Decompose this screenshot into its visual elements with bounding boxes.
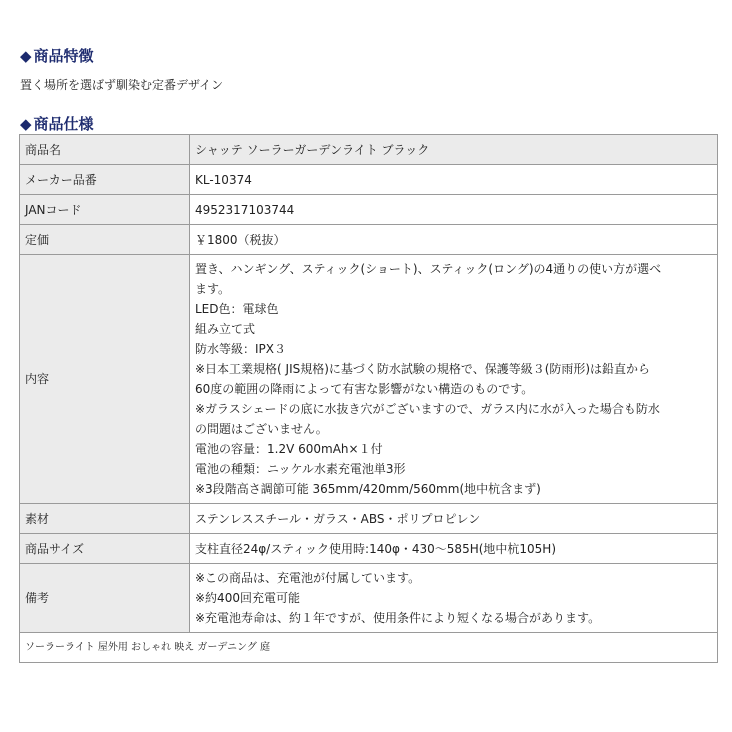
- spec-value: 支柱直径24φ/スティック使用時:140φ・430～585H(地中杭105H): [190, 534, 718, 564]
- notes-line: ※この商品は、充電池が付属しています。: [195, 571, 421, 585]
- spec-row-jan-code: [20, 195, 718, 225]
- contents-line: ます。: [195, 282, 231, 296]
- specs-heading-text: 商品仕様: [33, 115, 94, 133]
- contents-line: 60度の範囲の降雨によって有害な影響がない構造のものです。: [195, 382, 534, 396]
- contents-line: 電池の容量：1.2V 600mAh×１付: [195, 442, 383, 456]
- spec-label: JANコード: [20, 195, 190, 225]
- specs-heading: [20, 115, 94, 133]
- spec-row-size: [20, 534, 718, 564]
- spec-label: 定価: [20, 225, 190, 255]
- contents-line: の問題はございません。: [195, 422, 328, 436]
- spec-label: メーカー品番: [20, 165, 190, 195]
- contents-line: 組み立て式: [195, 322, 256, 336]
- spec-value: ￥1800（税抜）: [190, 225, 718, 255]
- diamond-bullet-icon: ◆: [20, 47, 32, 65]
- spec-value: KL-10374: [190, 165, 718, 195]
- spec-label: 内容: [20, 255, 190, 504]
- spec-label: 素材: [20, 504, 190, 534]
- features-heading: [20, 47, 94, 65]
- contents-line: 置き、ハンギング、スティック(ショート)、スティック(ロング)の4通りの使い方が選べ: [195, 262, 662, 276]
- contents-line: 電池の種類：ニッケル水素充電池単3形: [195, 462, 406, 476]
- spec-row-list-price: [20, 225, 718, 255]
- spec-value-contents: [190, 255, 718, 504]
- spec-label: 商品サイズ: [20, 534, 190, 564]
- spec-value-notes: [190, 564, 718, 633]
- spec-row-maker-code: [20, 165, 718, 195]
- spec-label: 備考: [20, 564, 190, 633]
- notes-line: ※約400回充電可能: [195, 591, 300, 605]
- contents-line: 防水等級：IPX３: [195, 342, 286, 356]
- spec-row-keywords: [20, 633, 718, 663]
- spec-value: シャッテ ソーラーガーデンライト ブラック: [190, 135, 718, 165]
- contents-line: ※日本工業規格( JIS規格)に基づく防水試験の規格で、保護等級３(防雨形)は鉛直から: [195, 362, 651, 376]
- diamond-bullet-icon: ◆: [20, 115, 32, 133]
- notes-line: ※充電池寿命は、約１年ですが、使用条件により短くなる場合があります。: [195, 611, 601, 625]
- features-description: 置く場所を選ばず馴染む定番デザイン: [20, 78, 224, 92]
- features-heading-text: 商品特徴: [33, 47, 94, 65]
- spec-row-product-name: [20, 135, 718, 165]
- spec-value: ステンレススチール・ガラス・ABS・ポリプロピレン: [190, 504, 718, 534]
- spec-value: 4952317103744: [190, 195, 718, 225]
- contents-line: LED色：電球色: [195, 302, 279, 316]
- spec-label: 商品名: [20, 135, 190, 165]
- spec-row-notes: [20, 564, 718, 633]
- keywords-text: ソーラーライト 屋外用 おしゃれ 映え ガーデニング 庭: [20, 633, 718, 663]
- spec-row-contents: [20, 255, 718, 504]
- spec-table: [19, 134, 718, 663]
- contents-line: ※ガラスシェードの底に水抜き穴がございますので、ガラス内に水が入った場合も防水: [195, 402, 660, 416]
- contents-line: ※3段階高さ調節可能 365mm/420mm/560mm(地中杭含まず): [195, 482, 541, 496]
- spec-row-material: [20, 504, 718, 534]
